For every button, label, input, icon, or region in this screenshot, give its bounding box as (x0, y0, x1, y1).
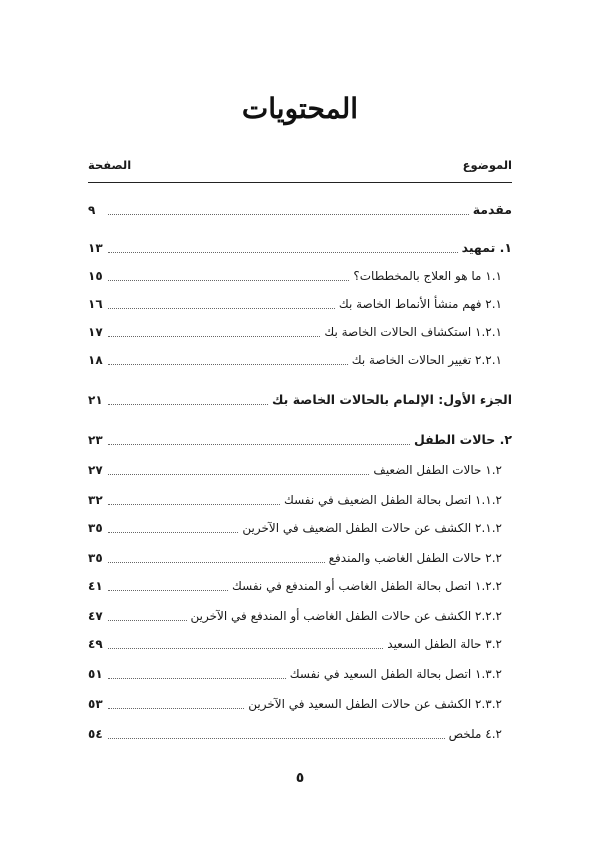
toc-entry-part-1 (88, 390, 512, 410)
dot-leader (108, 252, 458, 253)
toc-entry-page: ٣٥ (88, 551, 103, 565)
dot-leader (108, 504, 280, 505)
toc-entry-label: ١. تمهيد (461, 240, 512, 255)
toc-header (88, 158, 512, 176)
toc-entry-label: ٣.٢ حالة الطفل السعيد (387, 637, 502, 651)
toc-entry-label: ٢.٢.١ تغيير الحالات الخاصة بك (351, 353, 502, 367)
toc-entry-page: ٢١ (88, 393, 103, 407)
dot-leader (108, 648, 383, 649)
dot-leader (108, 590, 228, 591)
toc-entry-label: ٢. حالات الطفل (414, 432, 512, 447)
page-number: ٥ (295, 770, 305, 786)
toc-entry-page: ٥١ (88, 667, 103, 681)
header-divider (88, 182, 512, 183)
toc-entry-page: ٢٣ (88, 433, 103, 447)
toc-entry-page: ٣٥ (88, 521, 103, 535)
toc-entry-label: ١.٢.٢ اتصل بحالة الطفل الغاضب أو المندفع في نفسك (232, 579, 502, 593)
dot-leader (108, 738, 445, 739)
dot-leader (108, 708, 244, 709)
dot-leader (108, 308, 335, 309)
toc-entry-1-1 (88, 266, 512, 286)
toc-entry-2-3-2 (88, 694, 512, 714)
toc-entry-label: ١.١.٢ اتصل بحالة الطفل الضعيف في نفسك (283, 493, 502, 507)
toc-entry-label: ٢.١.٢ الكشف عن حالات الطفل الضعيف في الآخرين (242, 521, 502, 535)
toc-entry-page: ٤١ (88, 579, 103, 593)
toc-entry-chapter-2 (88, 430, 512, 450)
dot-leader (108, 474, 369, 475)
toc-entry-label: ١.٢ حالات الطفل الضعيف (373, 463, 502, 477)
toc-entry-label: الجزء الأول: الإلمام بالحالات الخاصة بك (272, 392, 512, 407)
toc-entry-page: ٣٢ (88, 493, 103, 507)
dot-leader (108, 444, 410, 445)
toc-entry-label: ١.٣.٢ اتصل بحالة الطفل السعيد في نفسك (289, 667, 502, 681)
toc-entry-page: ١٣ (88, 241, 103, 255)
toc-entry-label: ٢.٣.٢ الكشف عن حالات الطفل السعيد في الآخرين (248, 697, 502, 711)
toc-entry-label: ١.٢.١ استكشاف الحالات الخاصة بك (324, 325, 502, 339)
page-column-label: الصفحة (88, 158, 132, 172)
toc-entry-1-2-1 (88, 322, 512, 342)
toc-entry-page: ١٨ (88, 353, 103, 367)
toc-entry-2-1-2 (88, 518, 512, 538)
toc-entry-2-3-1 (88, 664, 512, 684)
toc-entry-2-3 (88, 634, 512, 654)
toc-entry-label: ١.١ ما هو العلاج بالمخططات؟ (353, 269, 502, 283)
toc-entry-page: ٥٣ (88, 697, 103, 711)
dot-leader (108, 280, 349, 281)
toc-entry-2-2-2 (88, 606, 512, 626)
toc-entry-label: ٢.١ فهم منشأ الأنماط الخاصة بك (338, 297, 502, 311)
toc-entry-introduction (88, 200, 512, 220)
toc-entry-page: ٢٧ (88, 463, 103, 477)
dot-leader (108, 364, 348, 365)
toc-entry-label: ٢.٢.٢ الكشف عن حالات الطفل الغاضب أو المندفع في الآخرين (190, 609, 502, 623)
dot-leader (108, 620, 187, 621)
toc-entry-page: ٩ (88, 203, 96, 217)
dot-leader (108, 336, 320, 337)
toc-entry-page: ٤٩ (88, 637, 103, 651)
toc-entry-2-2 (88, 548, 512, 568)
toc-entry-page: ١٧ (88, 325, 103, 339)
toc-entry-1-2-2 (88, 350, 512, 370)
toc-entry-2-1-1 (88, 490, 512, 510)
dot-leader (108, 404, 268, 405)
toc-entry-label: ٤.٢ ملخص (448, 727, 502, 741)
toc-entry-2-2-1 (88, 576, 512, 596)
toc-entry-page: ٤٧ (88, 609, 103, 623)
toc-entry-label: ٢.٢ حالات الطفل الغاضب والمندفع (328, 551, 502, 565)
toc-entry-label: مقدمة (472, 202, 512, 217)
toc-entry-page: ١٦ (88, 297, 103, 311)
toc-entry-page: ١٥ (88, 269, 103, 283)
toc-entry-page: ٥٤ (88, 727, 103, 741)
toc-entry-2-4 (88, 724, 512, 744)
dot-leader (108, 532, 238, 533)
dot-leader (108, 562, 325, 563)
dot-leader (108, 214, 469, 215)
topic-column-label: الموضوع (462, 158, 512, 172)
page-title: المحتويات (241, 92, 359, 125)
toc-entry-chapter-1 (88, 238, 512, 258)
dot-leader (108, 678, 286, 679)
toc-entry-1-2 (88, 294, 512, 314)
toc-entry-2-1 (88, 460, 512, 480)
